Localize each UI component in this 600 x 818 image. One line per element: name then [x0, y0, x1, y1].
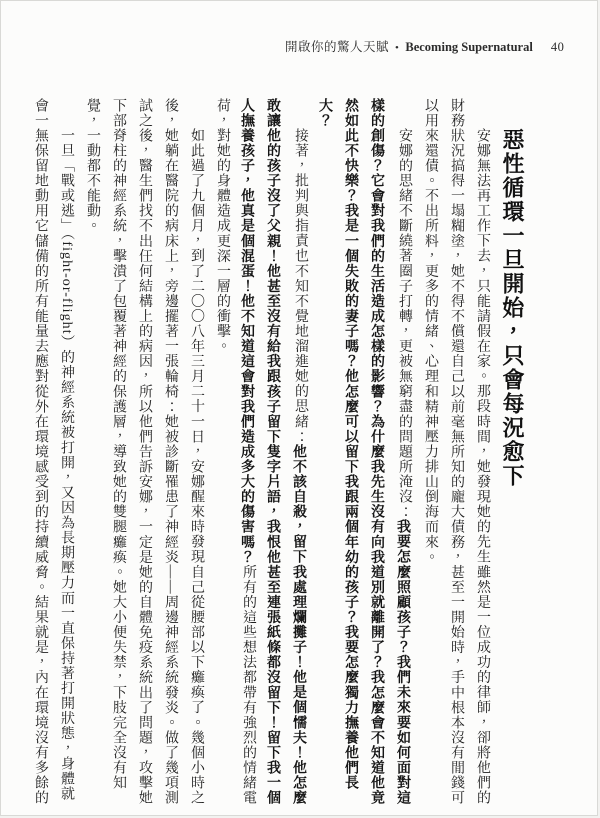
body-text-run: 所有的這些想法都帶有強烈的情緒電荷，對她的身體造成更深一層的衝擊。	[215, 98, 256, 806]
paragraph	[313, 98, 417, 808]
body-text-run: 一旦「戰或逃」（fight-or-flight）的神經系統被打開，又因為長期壓力而一直保持著打開狀態，身體就會一無保留地動用它儲備的所有能量去應對從外在環境感受到的持續威脅。結果就是，內在環境沒有多餘的	[33, 98, 74, 806]
body-text-run: 安娜的思緒不斷繞著圈子打轉，更被無窮盡的問題所淹沒：	[397, 128, 412, 520]
paragraph	[417, 98, 495, 808]
emphasis-text-run: 他不該自殺，留下我處理爛攤子！他是個懦夫！他怎麼敢讓他的孩子沒了父親！他甚至沒有給我跟孩子留下隻字片語，我恨他甚至連張紙條都沒留下！留下我一個人撫養孩子，他真是個混蛋！他不知道這會對我們造成多大的傷害嗎？	[240, 98, 308, 806]
body-paragraphs	[27, 98, 495, 808]
running-head	[285, 37, 564, 55]
page-number: 40	[550, 40, 565, 54]
body-text-run: 接著，批判與指責也不知不覺地溜進她的思緒：	[293, 128, 308, 445]
emphasis-text-run: 我要怎麼照顧孩子？我們未來要如何面對這樣的創傷？它會對我們的生活造成怎樣的影響？為什麼我先生沒有向我道別就離開了？我怎麼會不知道他竟然如此不快樂？我是一個失敗的妻子嗎？他怎麼可以留下我跟兩個年幼的孩子？我要怎麼獨力撫養他們長大？	[318, 98, 412, 806]
running-head-book-title-en: Becoming Supernatural	[405, 40, 533, 54]
page-content	[27, 98, 529, 808]
body-text-run: 安娜無法再工作下去，只能請假在家。那段時間，她發現她的先生雖然是一位成功的律師，卻將他們的財務狀況搞得一塌糊塗，她不得不償還自己以前毫無所知的龐大債務，甚至一開始時，手中根本沒有閒錢可以用來還債。不出所料，更多的情緒、心理和精神壓力排山倒海而來。	[423, 98, 490, 806]
paragraph	[79, 98, 209, 808]
section-title: 惡性循環一旦開始，只會每況愈下	[500, 128, 525, 488]
body-text-run: 如此過了九個月，到了二〇〇八年三月二十一日，安娜醒來時發現自己從腰部以下癱瘓了。幾個小時之後，她躺在醫院的病床上，旁邊擺著一張輪椅：她被診斷罹患了神經炎——周邊神經系統發炎。做了幾項測試之後，醫生們找不出任何結構上的病因，所以他們告訴安娜，一定是她的自體免疫系統出了問題，攻擊她下部脊柱的神經系統，擊潰了包覆著神經的保護層，導致她的雙腿癱瘓。她大小便失禁，下肢完全沒有知覺，一動都不能動。	[85, 98, 204, 806]
separator-dot-icon: •	[395, 42, 400, 54]
running-head-book-title-cjk: 開啟你的驚人天賦	[285, 40, 390, 54]
paragraph	[27, 98, 79, 808]
paragraph	[209, 98, 313, 808]
